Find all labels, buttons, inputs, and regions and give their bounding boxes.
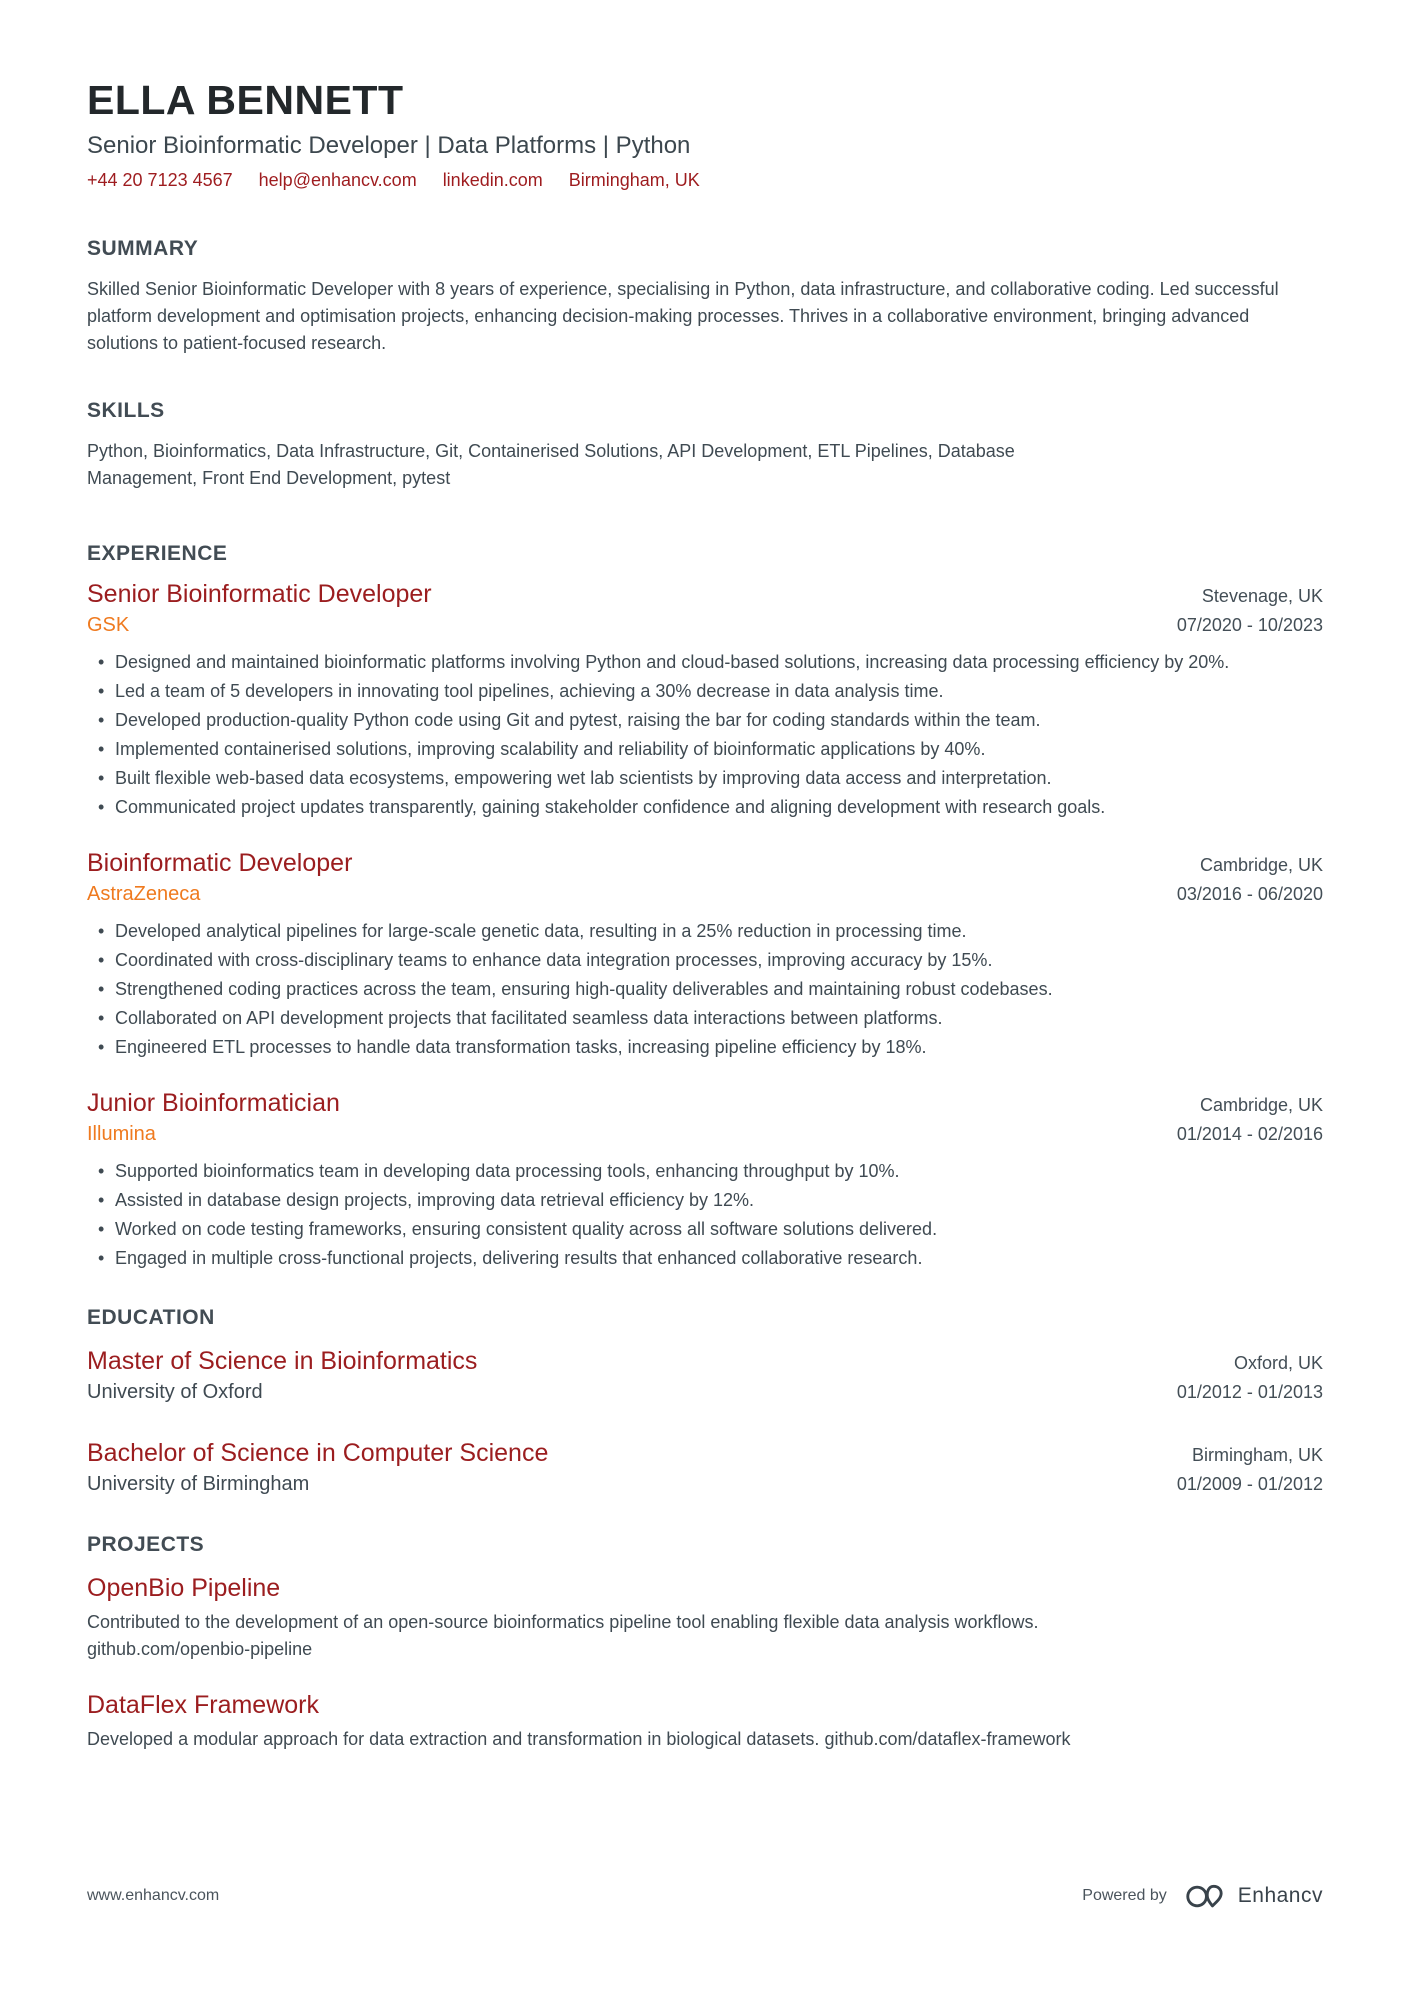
job-bullet: • Strengthened coding practices across the team, ensuring high-quality deliverables and maintaining robust codebases. [115, 976, 1323, 1003]
job-bullet: • Supported bioinformatics team in developing data processing tools, enhancing throughput by 10%. [115, 1158, 1323, 1185]
contact-linkedin[interactable]: linkedin.com [442, 169, 543, 190]
project-entry [87, 1689, 1323, 1753]
summary-text: Skilled Senior Bioinformatic Developer with 8 years of experience, specialising in Python, data infrastructure, and collaborative coding. Led successful platform development and optimisation projects, enhancing decision-making processes. Thrives in a collaborative environment, bringing advanced solutions to patient-focused research. [87, 278, 1279, 353]
contact-location: Birmingham, UK [568, 169, 700, 190]
project-link[interactable]: github.com/openbio-pipeline [87, 1638, 313, 1659]
job-location: Stevenage, UK [1201, 585, 1323, 606]
job-bullet: • Worked on code testing frameworks, ensuring consistent quality across all software solutions delivered. [115, 1216, 1323, 1243]
company-name: GSK [87, 613, 130, 636]
powered-by-label: Powered by [1082, 1887, 1167, 1904]
projects-section [87, 1533, 1323, 1753]
job-bullet-list [87, 918, 1323, 1061]
job-dates: 03/2016 - 06/2020 [1176, 883, 1323, 904]
education-heading: EDUCATION [87, 1305, 215, 1329]
experience-entry-head [87, 578, 1323, 610]
job-bullet: • Led a team of 5 developers in innovating tool pipelines, achieving a 30% decrease in data analysis time. [115, 678, 1323, 705]
job-title: Bioinformatic Developer [87, 848, 353, 877]
footer-brand[interactable] [1082, 1882, 1323, 1910]
contact-email[interactable]: help@enhancv.com [258, 169, 417, 190]
job-bullet: • Designed and maintained bioinformatic platforms involving Python and cloud-based solutions, increasing data processing efficiency by 20%. [115, 649, 1323, 676]
company-name: AstraZeneca [87, 882, 201, 905]
job-title: Senior Bioinformatic Developer [87, 579, 432, 608]
job-bullet: • Engineered ETL processes to handle data transformation tasks, increasing pipeline efficiency by 18%. [115, 1034, 1323, 1061]
job-bullet: • Assisted in database design projects, improving data retrieval efficiency by 12%. [115, 1187, 1323, 1214]
contact-row [87, 170, 1323, 191]
experience-entry-sub [87, 1121, 1323, 1147]
school-name: University of Birmingham [87, 1472, 310, 1495]
experience-entry-sub [87, 881, 1323, 907]
enhancv-logo-icon [1185, 1882, 1226, 1910]
experience-entry-sub [87, 612, 1323, 638]
education-section [87, 1306, 1323, 1497]
education-entry-sub [87, 1379, 1323, 1405]
education-entry-head [87, 1437, 1323, 1469]
job-bullet: • Developed production-quality Python code using Git and pytest, raising the bar for coding standards within the team. [115, 707, 1323, 734]
experience-entry [87, 847, 1323, 1061]
job-bullet: • Built flexible web-based data ecosystems, empowering wet lab scientists by improving data access and interpretation. [115, 765, 1323, 792]
brand-wordmark: Enhancv [1237, 1884, 1323, 1907]
job-dates: 01/2014 - 02/2016 [1176, 1123, 1323, 1144]
project-description: Developed a modular approach for data extraction and transformation in biological datasets. github.com/dataflex-framework [87, 1728, 1071, 1749]
education-entry [87, 1345, 1323, 1405]
education-dates: 01/2012 - 01/2013 [1176, 1381, 1323, 1402]
degree-title: Bachelor of Science in Computer Science [87, 1438, 549, 1467]
experience-section [87, 542, 1323, 1272]
project-description: Contributed to the development of an open-source bioinformatics pipeline tool enabling flexible data analysis workflows. [87, 1611, 1039, 1632]
education-entry-sub [87, 1471, 1323, 1497]
project-entry [87, 1572, 1323, 1663]
page-footer [87, 1882, 1323, 1910]
skills-text: Python, Bioinformatics, Data Infrastructure, Git, Containerised Solutions, API Development, ETL Pipelines, Database Management, Front End Development, pytest [87, 440, 1015, 488]
experience-entry-head [87, 1087, 1323, 1119]
job-bullet: • Implemented containerised solutions, improving scalability and reliability of bioinformatic applications by 40%. [115, 736, 1323, 763]
job-bullet: • Developed analytical pipelines for large-scale genetic data, resulting in a 25% reduction in processing time. [115, 918, 1323, 945]
job-title: Junior Bioinformatician [87, 1088, 340, 1117]
job-bullet: • Communicated project updates transparently, gaining stakeholder confidence and aligning development with research goals. [115, 794, 1323, 821]
job-bullet-list [87, 1158, 1323, 1272]
contact-phone: +44 20 7123 4567 [87, 169, 233, 190]
experience-entry [87, 578, 1323, 821]
job-dates: 07/2020 - 10/2023 [1176, 614, 1323, 635]
education-entry-head [87, 1345, 1323, 1377]
candidate-name: ELLA BENNETT [87, 77, 404, 123]
education-location: Birmingham, UK [1191, 1444, 1323, 1465]
project-title: DataFlex Framework [87, 1690, 319, 1719]
school-name: University of Oxford [87, 1380, 263, 1403]
skills-section [87, 399, 1323, 492]
degree-title: Master of Science in Bioinformatics [87, 1346, 478, 1375]
summary-section [87, 237, 1323, 357]
candidate-headline: Senior Bioinformatic Developer | Data Platforms | Python [87, 131, 691, 159]
job-bullet: • Engaged in multiple cross-functional projects, delivering results that enhanced collaborative research. [115, 1245, 1323, 1272]
education-entry [87, 1437, 1323, 1497]
experience-entry-head [87, 847, 1323, 879]
company-name: Illumina [87, 1122, 156, 1145]
footer-site-link[interactable]: www.enhancv.com [87, 1887, 220, 1904]
projects-heading: PROJECTS [87, 1532, 205, 1556]
experience-heading: EXPERIENCE [87, 541, 228, 565]
job-location: Cambridge, UK [1199, 854, 1323, 875]
job-bullet: • Collaborated on API development projects that facilitated seamless data interactions between platforms. [115, 1005, 1323, 1032]
education-dates: 01/2009 - 01/2012 [1176, 1473, 1323, 1494]
summary-heading: SUMMARY [87, 236, 199, 260]
resume-header [87, 78, 1323, 191]
project-title: OpenBio Pipeline [87, 1573, 281, 1602]
education-location: Oxford, UK [1233, 1352, 1323, 1373]
job-bullet: • Coordinated with cross-disciplinary teams to enhance data integration processes, improving accuracy by 15%. [115, 947, 1323, 974]
experience-entry [87, 1087, 1323, 1272]
job-location: Cambridge, UK [1199, 1094, 1323, 1115]
skills-heading: SKILLS [87, 398, 165, 422]
job-bullet-list [87, 649, 1323, 821]
